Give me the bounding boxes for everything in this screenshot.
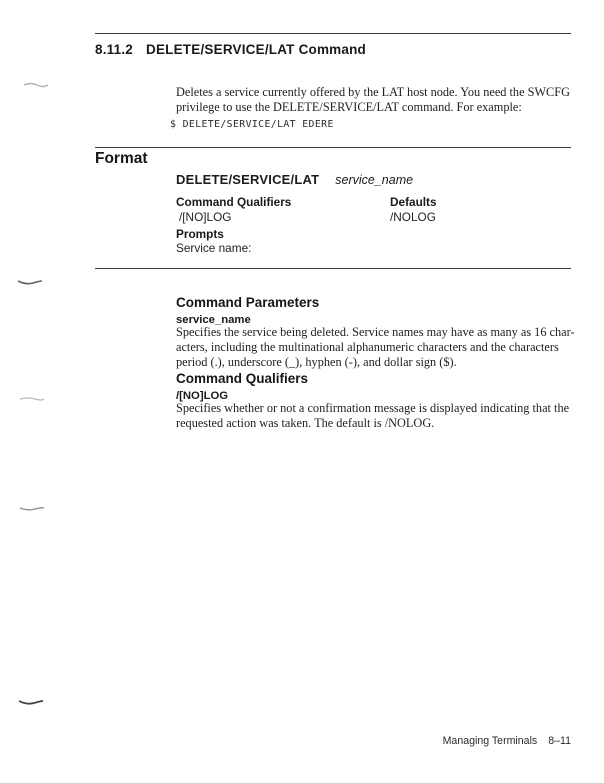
default-value: /NOLOG [390,210,436,224]
nolog-term: /[NO]LOG [176,390,229,402]
command-format-line [176,172,413,187]
format-heading: Format [95,150,148,167]
section-number: 8.11.2 [95,42,133,57]
command-qualifiers-heading: Command Qualifiers [176,371,309,386]
running-title: Managing Terminals [442,735,538,747]
description-line: acters, including the multinational alphanumeric characters and the characters [176,340,559,354]
section-title: DELETE/SERVICE/LAT Command [146,42,366,57]
qualifiers-column-header: Command Qualifiers [176,195,292,209]
service-name-description [176,325,575,370]
binder-mark-icon [23,81,49,89]
section-heading [95,42,366,57]
binder-mark-icon [19,505,45,513]
command-name: DELETE/SERVICE/LAT [176,172,320,187]
command-parameters-heading: Command Parameters [176,295,320,310]
binder-mark-icon [18,698,44,706]
page-footer [443,735,571,747]
command-example-code: $ DELETE/SERVICE/LAT EDERE [170,119,334,130]
description-line: period (.), underscore (_), hyphen (-), and dollar sign ($). [176,355,457,369]
binder-mark-icon [17,278,43,286]
binder-mark-icon [19,395,45,403]
description-line: requested action was taken. The default is /NOLOG. [176,416,435,430]
service-name-term: service_name [176,314,251,326]
format-divider-rule [95,147,571,148]
defaults-column-header: Defaults [390,195,437,209]
description-line: Specifies the service being deleted. Service names may have as many as 16 char- [176,325,575,339]
qualifier-value: /[NO]LOG [179,210,232,224]
nolog-description [176,401,571,431]
section-divider-rule [95,33,571,34]
page-number: 8–11 [548,735,571,747]
parameter-name: service_name [335,173,414,187]
intro-paragraph [176,85,571,115]
description-line: Specifies whether or not a confirmation message is displayed indicating that the [176,401,570,415]
prompts-header: Prompts [176,227,224,241]
intro-line: Deletes a service currently offered by the LAT host node. You need the SWCFG [176,85,570,99]
intro-line: privilege to use the DELETE/SERVICE/LAT command. For example: [176,100,522,114]
prompt-text: Service name: [176,241,252,255]
description-divider-rule [95,268,571,269]
